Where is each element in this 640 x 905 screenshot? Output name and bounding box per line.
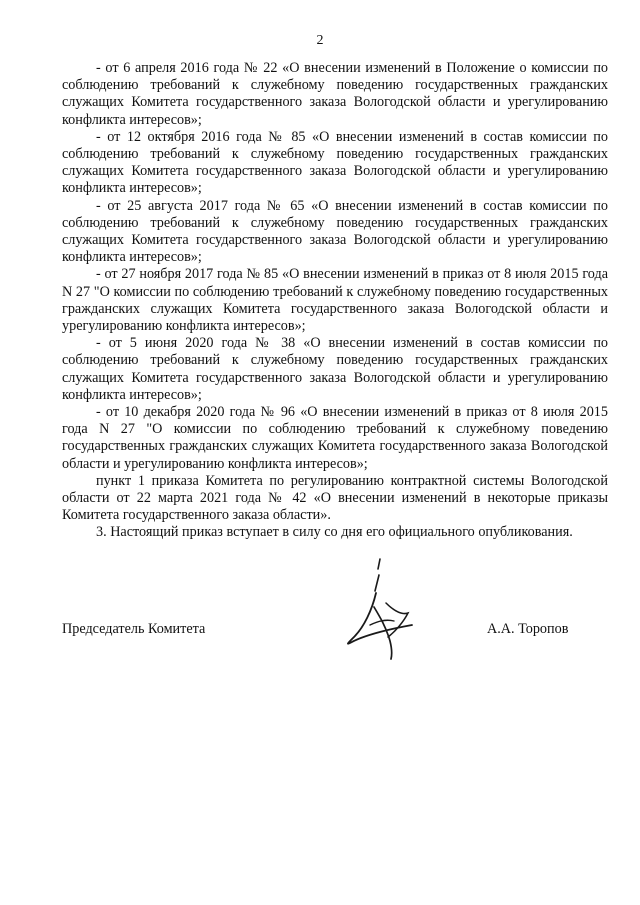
effective-date-clause: 3. Настоящий приказ вступает в силу со дня его официального опубликования.: [96, 524, 573, 541]
list-item-order-2017-11-27: - от 27 ноября 2017 года № 85 «О внесении изменений в приказ от 8 июля 2015 года N 27 "О комиссии по соблюдению требований к служебному поведению государственных гражданских служащих Комитета государственного заказа Вологодской области и урегулированию конфликта интересов»;: [62, 266, 608, 335]
page-number: 2: [316, 33, 324, 48]
list-item-order-2016-10-12: - от 12 октября 2016 года № 85 «О внесении изменений в состав комиссии по соблюдению требований к служебному поведению государственных гражданских служащих Комитета государственного заказа Вологодской области и урегулированию конфликта интересов»;: [62, 128, 608, 197]
list-item-order-2016-04-06: - от 6 апреля 2016 года № 22 «О внесении изменений в Положение о комиссии по соблюдению требований к служебному поведению государственных гражданских служащих Комитета государственного заказа Вологодской области и урегулированию конфликта интересов»;: [62, 60, 608, 128]
list-item-order-2020-12-10: - от 10 декабря 2020 года № 96 «О внесении изменений в приказ от 8 июля 2015 года N 27 "О комиссии по соблюдению требований к служебному поведению государственных гражданских служащих Комитета государственного заказа Вологодской области и урегулированию конфликта интересов»;: [62, 404, 608, 472]
list-item-order-2017-08-25: - от 25 августа 2017 года № 65 «О внесении изменений в состав комиссии по соблюдению требований к служебному поведению государственных гражданских служащих Комитета государственного заказа Вологодской области и урегулированию конфликта интересов»;: [62, 197, 608, 266]
list-item-order-2020-06-05: - от 5 июня 2020 года № 38 «О внесении изменений в состав комиссии по соблюдению требований к служебному поведению государственных гражданских служащих Комитета государственного заказа Вологодской области и урегулированию конфликта интересов»;: [62, 335, 608, 403]
handwritten-signature: [342, 555, 422, 665]
document-body: [62, 60, 608, 542]
signatory-name: А.А. Торопов: [487, 621, 569, 637]
list-item-order-2021-03-22: пункт 1 приказа Комитета по регулированию контрактной системы Вологодской области от 22 марта 2021 года № 42 «О внесении изменений в некоторые приказы Комитета государственного заказа области».: [62, 472, 608, 524]
signatory-position: Председатель Комитета: [62, 621, 206, 637]
